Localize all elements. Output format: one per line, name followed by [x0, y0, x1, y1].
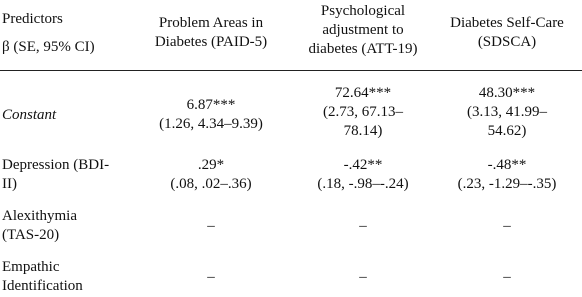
cell-empathic-paid5: –: [207, 269, 215, 285]
cell-constant-att19: 72.64*** (2.73, 67.13– 78.14): [323, 85, 403, 139]
row-label-depression: Depression (BDI- II): [2, 157, 110, 192]
cell-depression-paid5: .29* (.08, .02–.36): [170, 157, 252, 192]
cell-empathic-att19: –: [359, 269, 367, 285]
header-beta-note: β (SE, 95% CI): [2, 39, 95, 55]
cell-alexithymia-att19: –: [359, 218, 367, 234]
row-label-constant: Constant: [2, 107, 57, 123]
row-label-empathic: Empathic Identification: [2, 259, 83, 294]
cell-depression-att19: -.42** (.18, -.98–-.24): [317, 157, 409, 192]
row-label-alexithymia: Alexithymia (TAS-20): [2, 208, 77, 243]
header-rule: [0, 70, 582, 71]
cell-empathic-sdsca: –: [503, 269, 511, 285]
header-att19: Psychological adjustment to diabetes (ATT-19): [308, 3, 418, 57]
header-predictors: Predictors: [2, 11, 63, 27]
cell-depression-sdsca: -.48** (.23, -1.29–-.35): [457, 157, 557, 192]
cell-constant-paid5: 6.87*** (1.26, 4.34–9.39): [159, 97, 263, 132]
cell-alexithymia-paid5: –: [207, 218, 215, 234]
header-sdsca: Diabetes Self-Care (SDSCA): [450, 15, 564, 50]
cell-alexithymia-sdsca: –: [503, 218, 511, 234]
header-paid5: Problem Areas in Diabetes (PAID-5): [154, 15, 268, 50]
cell-constant-sdsca: 48.30*** (3.13, 41.99– 54.62): [467, 85, 547, 139]
